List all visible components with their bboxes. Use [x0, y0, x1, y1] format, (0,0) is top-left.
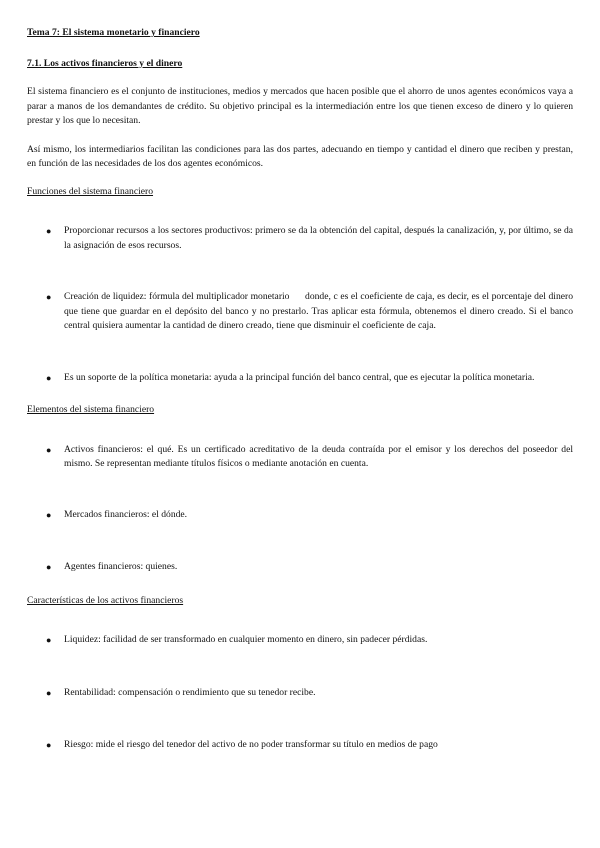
list-item	[27, 508, 573, 523]
heading-elementos: Elementos del sistema financiero	[27, 404, 155, 415]
list-item-text: Riesgo: mide el riesgo del tenedor del activo de no poder transformar su título en medios de pago	[64, 739, 438, 750]
paragraph-definition: El sistema financiero es el conjunto de instituciones, medios y mercados que hacen posible que el ahorro de unos agentes económicos vaya a parar a manos de los demandantes de crédito. Su objetivo principal es la intermediación entre los que tienen exceso de dinero y lo quieren prestar y los que lo necesitan.	[27, 86, 573, 126]
list-item-text: Agentes financieros: quienes.	[64, 561, 178, 572]
list-item	[27, 560, 573, 575]
list-item-text: Liquidez: facilidad de ser transformado en cualquier momento en dinero, sin padecer pérdidas.	[64, 634, 428, 645]
bullet-icon: ●	[46, 292, 52, 302]
list-item	[27, 633, 573, 648]
bullet-icon: ●	[46, 372, 52, 383]
list-item	[27, 224, 573, 253]
bullet-icon: ●	[46, 509, 52, 520]
list-item-text: Proporcionar recursos a los sectores productivos: primero se da la obtención del capital, después la canalización, y, por último, se da la asignación de esos recursos.	[64, 225, 573, 251]
section-subtitle: 7.1. Los activos financieros y el dinero	[27, 57, 183, 69]
document-title: Tema 7: El sistema monetario y financiero	[27, 27, 200, 38]
list-funciones	[27, 224, 576, 385]
list-elementos	[27, 443, 573, 575]
document-page	[27, 26, 576, 753]
list-item-text: Creación de liquidez: fórmula del multiplicador monetario donde, c es el coeficiente de caja, es decir, es el porcentaje del dinero que tiene que guardar en el depósito del banco y no prestarlo. Tras aplicar esta fórmula, obtenemos el dinero creado. Si el banco central quisiera aumentar la cantidad de dinero creado, tiene que disminuir el coeficiente de caja.	[64, 291, 576, 331]
list-item-text: Es un soporte de la política monetaria: ayuda a la principal función del banco central, que es ejecutar la política monetaria.	[64, 371, 535, 383]
list-item-text: Mercados financieros: el dónde.	[64, 508, 188, 520]
bullet-icon: ●	[46, 226, 52, 236]
list-caracteristicas	[27, 633, 573, 753]
list-item-text: Activos financieros: el qué. Es un certificado acreditativo de la deuda contraída por el emisor y los derechos del poseedor del mismo. Se representan mediante títulos físicos o mediante anotación en cuenta.	[64, 443, 573, 469]
list-item	[27, 290, 576, 334]
list-item	[27, 738, 573, 753]
paragraph-intermediaries: Así mismo, los intermediarios facilitan las condiciones para las dos partes, adecuando en tiempo y cantidad el dinero que reciben y prestan, en función de las necesidades de los dos agentes económicos.	[27, 143, 573, 169]
list-item-text: Rentabilidad: compensación o rendimiento que su tenedor recibe.	[64, 686, 316, 698]
list-item	[27, 443, 573, 472]
list-item	[27, 371, 573, 386]
bullet-icon: ●	[46, 562, 52, 572]
list-item	[27, 686, 573, 701]
bullet-icon: ●	[46, 635, 52, 645]
heading-caracteristicas: Características de los activos financieros	[27, 594, 184, 606]
heading-funciones: Funciones del sistema financiero	[27, 185, 154, 197]
bullet-icon: ●	[46, 740, 52, 750]
bullet-icon: ●	[46, 687, 52, 698]
bullet-icon: ●	[46, 444, 52, 455]
